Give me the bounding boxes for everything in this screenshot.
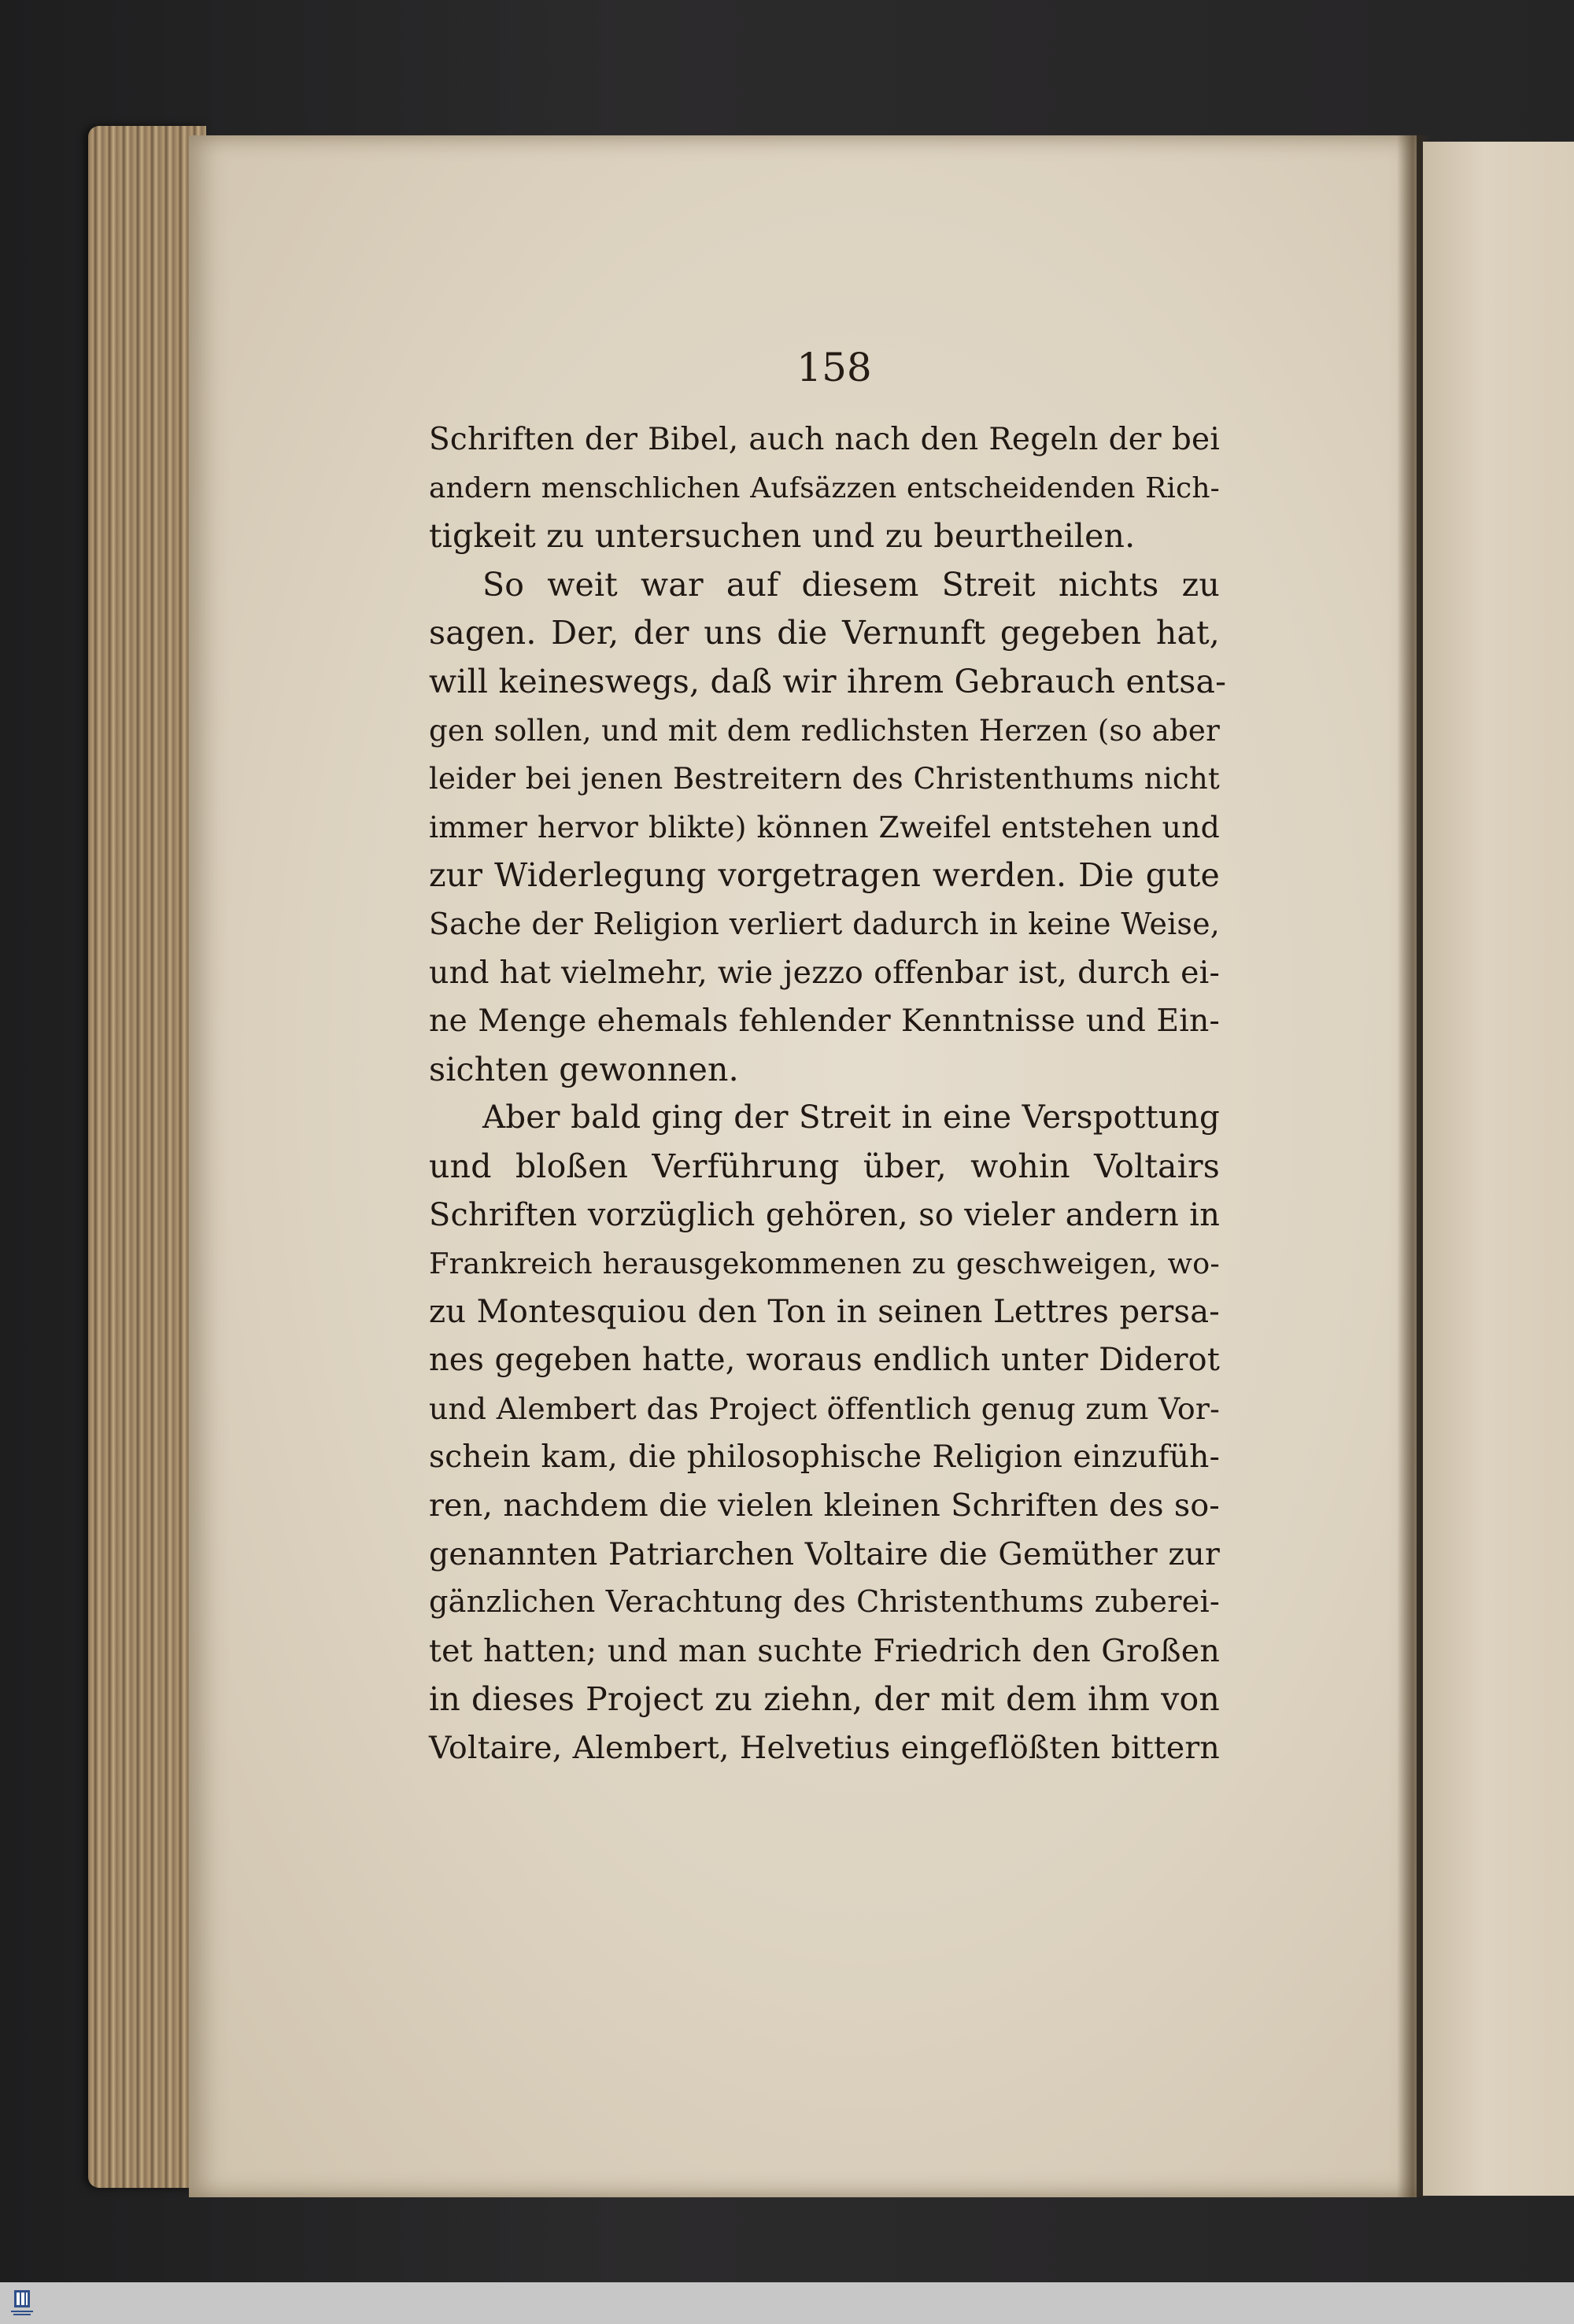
text-line: nes gegeben hatte, woraus endlich unter Diderot (429, 1342, 1220, 1379)
library-logo-icon (8, 2289, 36, 2318)
text-line: zur Widerlegung vorgetragen werden. Die gute (429, 856, 1220, 895)
text-line: Schriften vorzüglich gehören, so vieler andern in (429, 1196, 1220, 1233)
text-line: leider bei jenen Bestreitern des Christenthums nicht (429, 762, 1220, 796)
text-line: Sache der Religion verliert dadurch in keine Weise, (429, 906, 1220, 941)
text-line: ne Menge ehemals fehlender Kenntnisse und Ein- (429, 1003, 1220, 1040)
facing-page (1423, 142, 1574, 2196)
text-line: Frankreich herausgekommenen zu geschweigen, wo- (429, 1247, 1220, 1281)
text-line: Voltaire, Alembert, Helvetius eingeflößten bittern (429, 1730, 1220, 1767)
text-line: andern menschlichen Aufsäzzen entscheidenden Rich- (429, 471, 1220, 504)
text-line: immer hervor blikte) können Zweifel entstehen und (429, 809, 1220, 844)
text-line: So weit war auf diesem Streit nichts zu (482, 565, 1220, 604)
text-line: in dieses Project zu ziehn, der mit dem ihm von (429, 1680, 1220, 1719)
page-number: 158 (796, 345, 872, 390)
text-line: und bloßen Verführung über, wohin Voltairs (429, 1147, 1220, 1185)
text-line: gen sollen, und mit dem redlichsten Herzen (so aber (429, 713, 1220, 748)
text-line: und hat vielmehr, wie jezzo offenbar ist, durch ei- (429, 954, 1220, 991)
text-line: genannten Patriarchen Voltaire die Gemüther zur (429, 1535, 1220, 1572)
text-line: Aber bald ging der Streit in eine Verspottung (482, 1099, 1220, 1136)
text-block (429, 416, 1227, 1773)
text-line: will keineswegs, daß wir ihrem Gebrauch entsa- (429, 662, 1227, 700)
text-line: sagen. Der, der uns die Vernunft gegeben hat, (429, 614, 1220, 652)
text-line: Schriften der Bibel, auch nach den Regeln der bei (429, 422, 1220, 457)
text-line: schein kam, die philosophische Religion einzufüh- (429, 1439, 1220, 1476)
text-line: tigkeit zu untersuchen und zu beurtheilen. (429, 517, 1136, 556)
viewer-bottom-bar (0, 2282, 1574, 2324)
text-line: und Alembert das Project öffentlich genug zum Vor- (429, 1391, 1220, 1426)
text-line: tet hatten; und man suchte Friedrich den Großen (429, 1632, 1220, 1669)
text-line: sichten gewonnen. (429, 1050, 739, 1088)
text-line: ren, nachdem die vielen kleinen Schriften des so- (429, 1487, 1220, 1524)
text-line: zu Montesquiou den Ton in seinen Lettres persa- (429, 1293, 1220, 1330)
text-line: gänzlichen Verachtung des Christenthums zuberei- (429, 1585, 1220, 1620)
